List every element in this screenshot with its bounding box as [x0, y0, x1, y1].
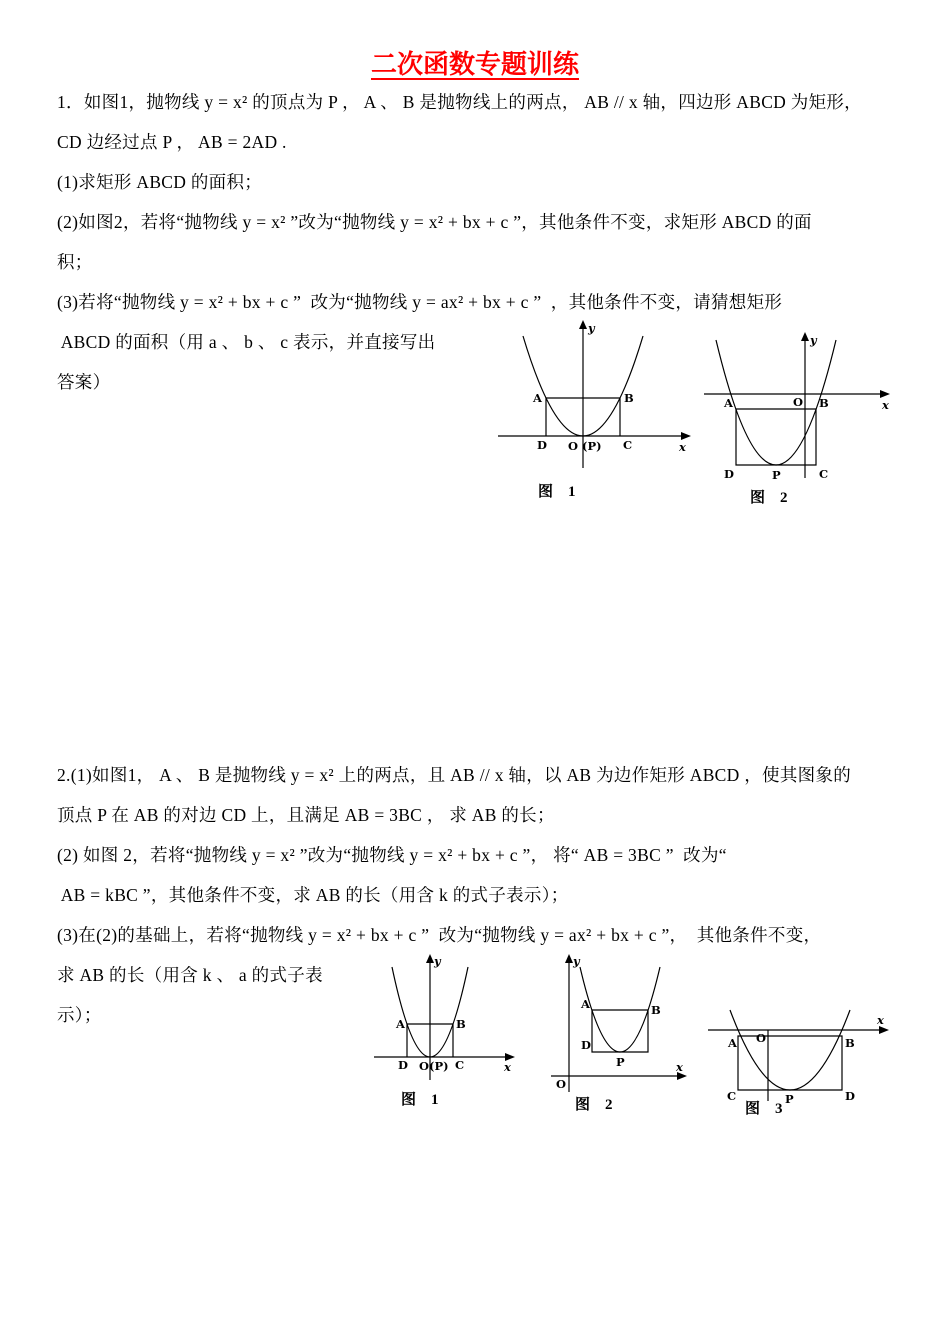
problem1-line-3: (1)求矩形 ABCD 的面积；	[57, 172, 263, 192]
problem2-line-5: (3)在(2)的基础上，若将“抛物线 y = x² + bx + c ” 改为“抛物线 y = ax² + bx + c ”， 其他条件不变，	[57, 925, 822, 945]
point-label-O-P: O (P)	[568, 439, 602, 453]
parabola-curve	[716, 340, 836, 465]
y-axis-arrow-icon	[801, 332, 809, 341]
point-label-D: D	[398, 1058, 408, 1072]
point-label-O-P: O(P)	[419, 1059, 449, 1073]
point-label-P: P	[616, 1055, 625, 1069]
x-axis-label: x	[877, 1013, 884, 1027]
figure-p2-3	[700, 1008, 895, 1115]
point-label-C: C	[819, 467, 829, 481]
point-label-D: D	[537, 438, 547, 452]
figure-caption: 图 2	[575, 1097, 613, 1113]
figure-p2-2	[545, 952, 693, 1115]
point-label-P: P	[772, 468, 781, 482]
point-label-D: D	[724, 467, 734, 481]
point-label-C: C	[727, 1089, 737, 1103]
point-label-A: A	[533, 391, 542, 405]
y-axis-label: y	[573, 954, 580, 968]
x-axis-label: x	[679, 440, 686, 454]
y-axis-label: y	[434, 954, 441, 968]
y-axis-label: y	[588, 321, 595, 335]
point-label-O: O	[793, 395, 804, 409]
parabola-curve	[730, 1010, 850, 1090]
y-axis-label: y	[810, 333, 817, 347]
x-axis-arrow-icon	[681, 432, 691, 440]
figure-caption: 图 1	[401, 1092, 439, 1108]
problem1-line-1: 1．如图1，抛物线 y = x² 的顶点为 P ， A 、 B 是抛物线上的两点， AB // x 轴，四边形 ABCD 为矩形，	[57, 92, 862, 112]
point-label-C: C	[455, 1058, 465, 1072]
problem2-line-3: (2) 如图 2，若将“抛物线 y = x² ”改为“抛物线 y = x² + bx + c ”， 将“ AB = 3BC ” 改为“	[57, 845, 727, 865]
figure-p1-1	[488, 318, 693, 513]
point-label-A: A	[581, 997, 590, 1011]
problem2-line-1: 2.(1)如图1， A 、 B 是抛物线 y = x² 上的两点，且 AB // x 轴，以 AB 为边作矩形 ABCD ，使其图象的	[57, 765, 852, 785]
page-title	[0, 44, 950, 81]
point-label-P: P	[785, 1092, 794, 1106]
rectangle-abcd	[738, 1036, 842, 1090]
problem2-line-6: 求 AB 的长（用含 k 、 a 的式子表	[57, 965, 323, 985]
point-label-D: D	[581, 1038, 591, 1052]
point-label-O: O	[556, 1077, 567, 1091]
x-axis-label: x	[882, 398, 889, 412]
point-label-A: A	[396, 1017, 405, 1031]
problem2-line-2: 顶点 P 在 AB 的对边 CD 上，且满足 AB = 3BC ， 求 AB 的长；	[57, 805, 555, 825]
x-axis-label: x	[504, 1060, 511, 1074]
x-axis-arrow-icon	[880, 390, 890, 398]
point-label-B: B	[456, 1017, 466, 1031]
y-axis-arrow-icon	[426, 954, 434, 963]
figure-p1-2	[698, 330, 893, 515]
point-label-B: B	[819, 396, 829, 410]
problem1-line-2: CD 边经过点 P ， AB = 2AD .	[57, 132, 287, 152]
problem2-line-7: 示）；	[57, 1005, 102, 1025]
x-axis-label: x	[676, 1060, 683, 1074]
point-label-B: B	[624, 391, 634, 405]
problem1-line-4: (2)如图2，若将“抛物线 y = x² ”改为“抛物线 y = x² + bx + c ”，其他条件不变，求矩形 ABCD 的面	[57, 212, 812, 232]
point-label-B: B	[651, 1003, 661, 1017]
figure-p2-1	[368, 952, 518, 1115]
problem1-line-7: ABCD 的面积（用 a 、 b 、 c 表示，并直接写出	[57, 332, 436, 352]
figure-caption: 图 1	[538, 484, 576, 500]
y-axis-arrow-icon	[565, 954, 573, 963]
figure-caption: 图 3	[745, 1101, 783, 1117]
point-label-C: C	[623, 438, 633, 452]
figure-caption: 图 2	[750, 490, 788, 506]
point-label-A: A	[728, 1036, 737, 1050]
problem1-line-8: 答案）	[57, 372, 111, 392]
x-axis-arrow-icon	[879, 1026, 889, 1034]
point-label-A: A	[724, 396, 733, 410]
problem2-line-4: AB = kBC ”，其他条件不变，求 AB 的长（用含 k 的式子表示）；	[57, 885, 569, 905]
problem1-line-5: 积；	[57, 252, 93, 272]
y-axis-arrow-icon	[579, 320, 587, 329]
page-title-text: 二次函数专题训练	[370, 50, 579, 79]
problem1-line-6: (3)若将“抛物线 y = x² + bx + c ” 改为“抛物线 y = ax² + bx + c ” ，其他条件不变，请猜想矩形	[57, 292, 783, 312]
point-label-D: D	[845, 1089, 855, 1103]
point-label-B: B	[845, 1036, 855, 1050]
point-label-O: O	[756, 1031, 767, 1045]
